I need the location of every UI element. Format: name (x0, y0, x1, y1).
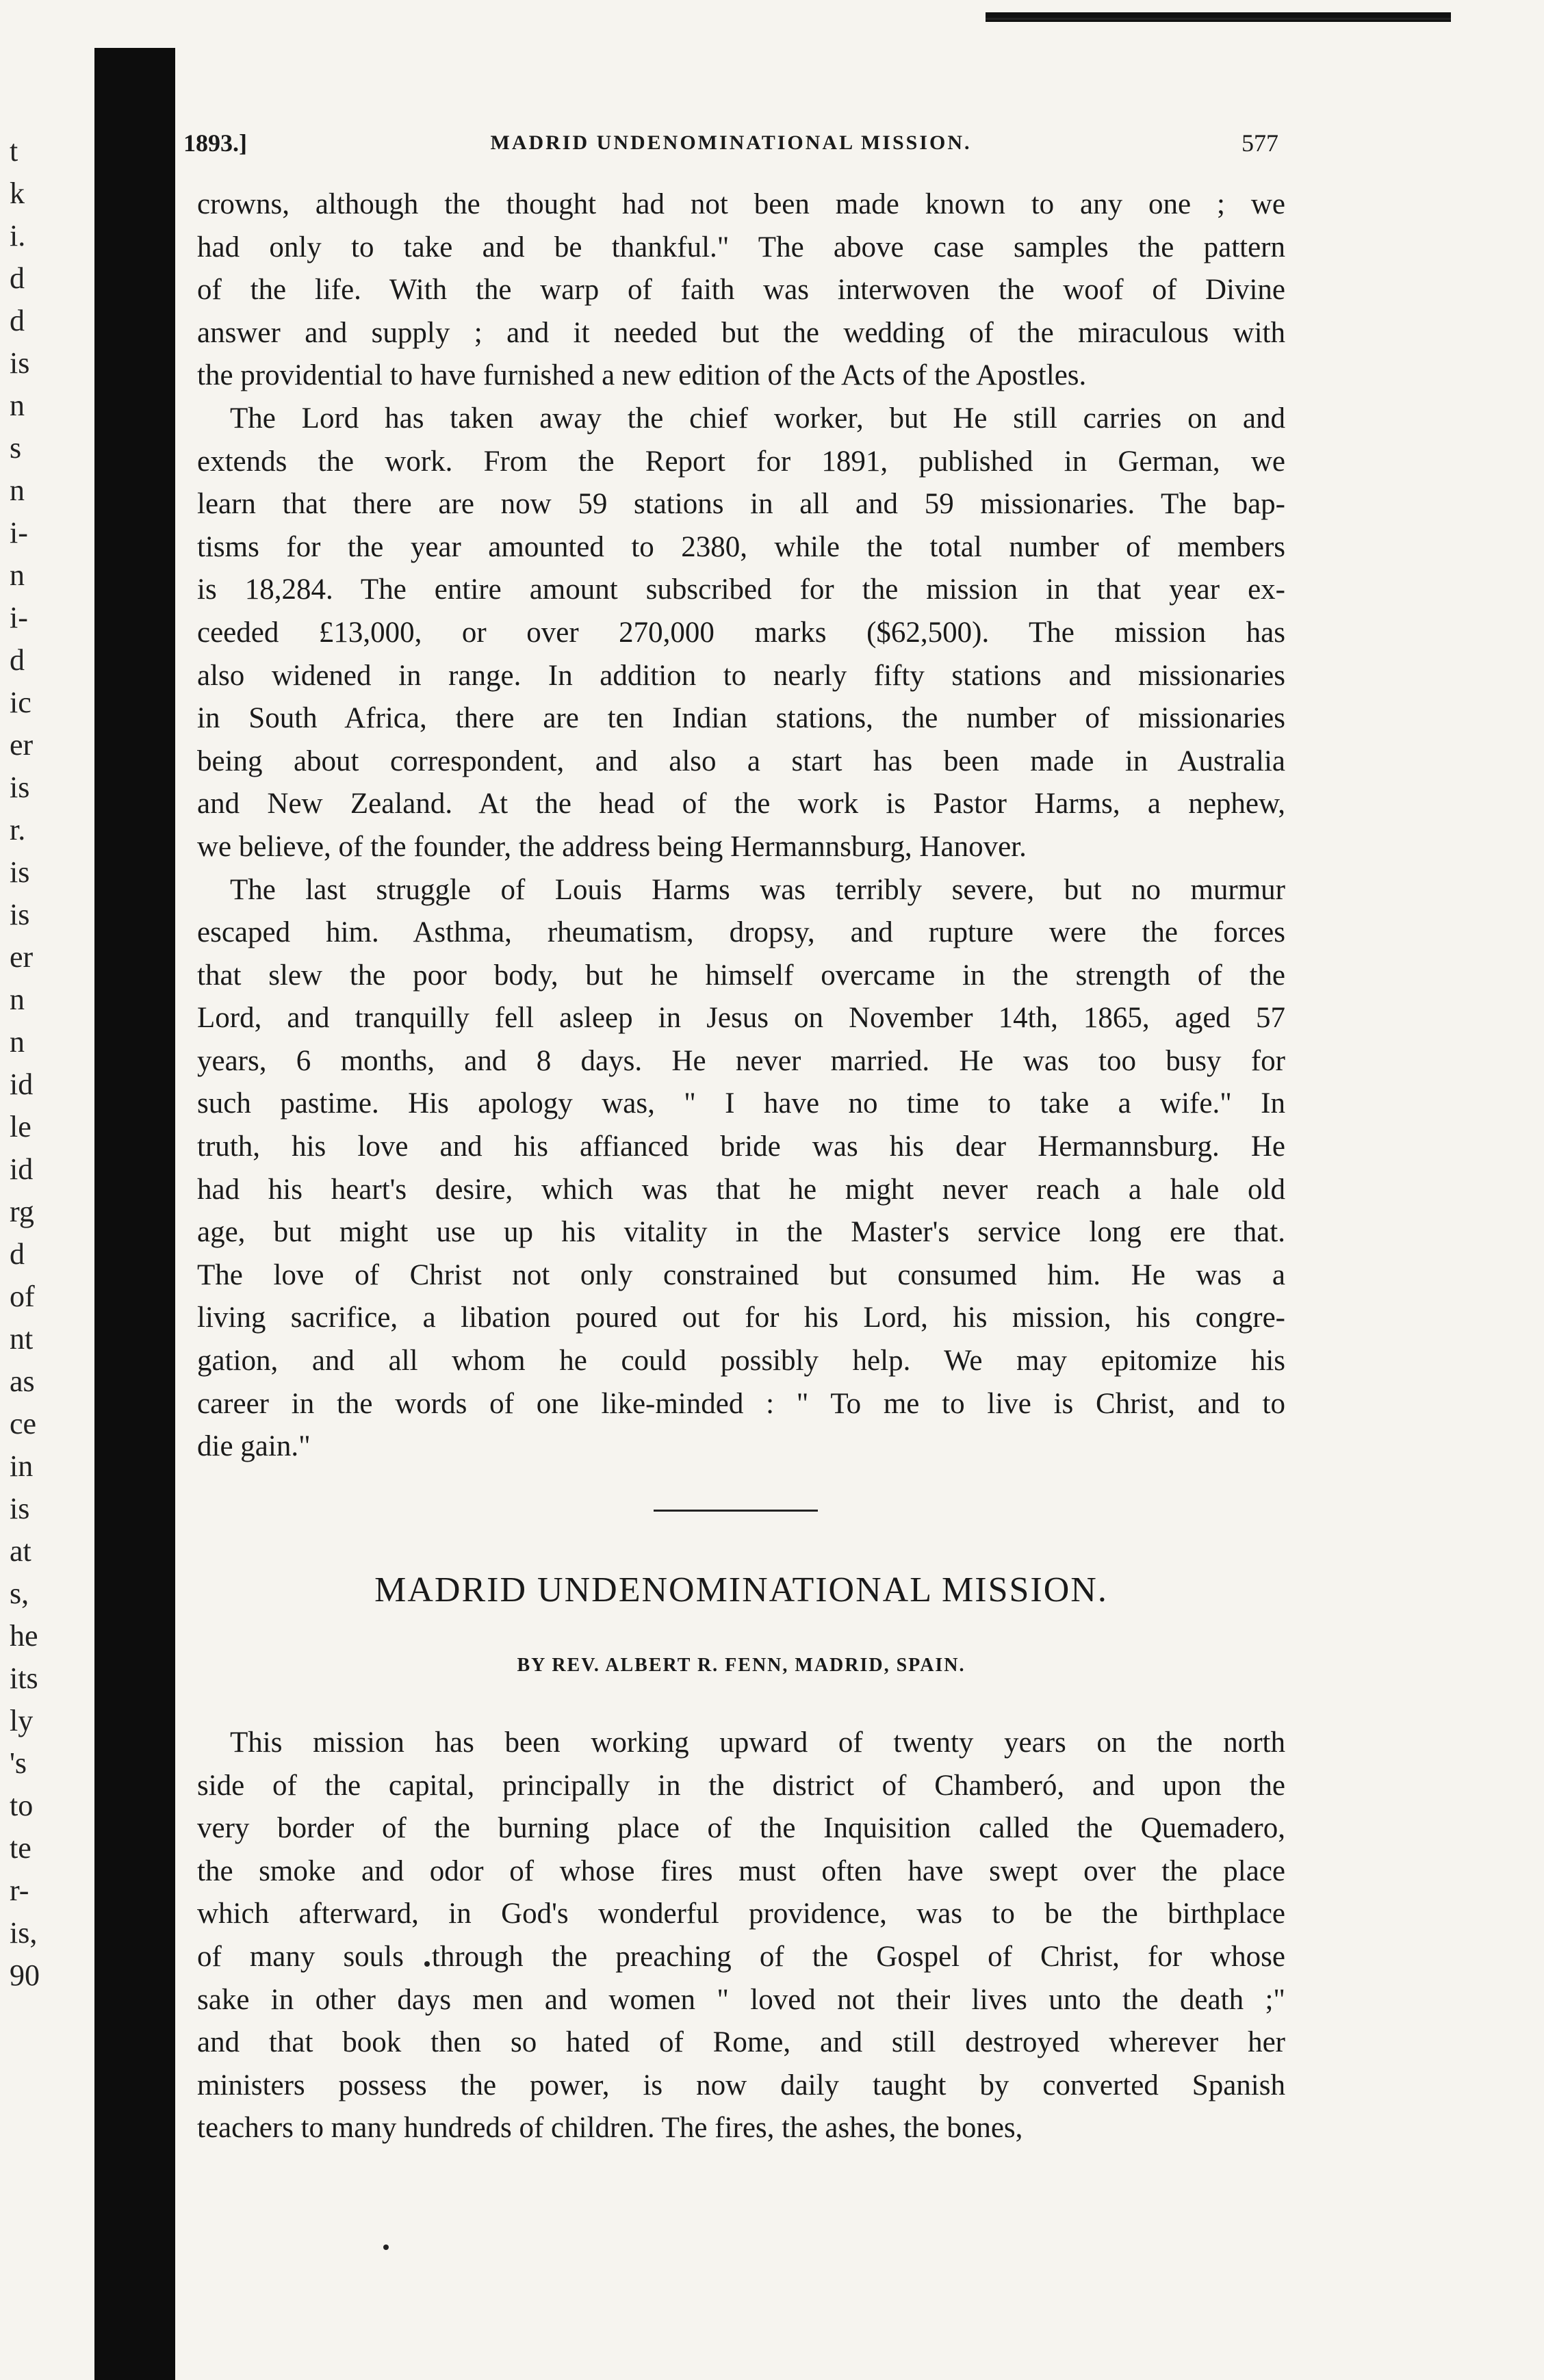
binding-gutter-shadow (94, 48, 175, 2380)
margin-fragment: er (10, 728, 34, 762)
text-line: such pastime. His apology was, " I have no time to take a wife." In (197, 1087, 1285, 1120)
text-line: and that book then so hated of Rome, and still destroyed wherever her (197, 2026, 1285, 2059)
margin-fragment: id (10, 1152, 34, 1186)
paragraph-1 (197, 183, 1285, 398)
top-scan-rule (986, 12, 1451, 22)
text-line: which afterward, in God's wonderful providence, was to be the birthplace (197, 1898, 1285, 1930)
text-line: also widened in range. In addition to nearly fifty stations and missionaries (197, 659, 1285, 692)
text-line: truth, his love and his affianced bride was his dear Hermannsburg. He (197, 1130, 1285, 1163)
margin-fragment: 's (10, 1746, 27, 1780)
text-line: The Lord has taken away the chief worker, but He still carries on and (230, 402, 1285, 435)
text-line: of many souls through the preaching of the Gospel of Christ, for whose (197, 1940, 1285, 1973)
text-line: extends the work. From the Report for 1891, published in German, we (197, 445, 1285, 478)
margin-fragment: d (10, 261, 25, 295)
text-line: teachers to many hundreds of children. The fires, the ashes, the bones, (197, 2112, 1023, 2145)
margin-fragment: ly (10, 1704, 34, 1737)
margin-fragment: is (10, 346, 30, 380)
text-line: of the life. With the warp of faith was interwoven the woof of Divine (197, 274, 1285, 307)
text-line: the smoke and odor of whose fires must often have swept over the place (197, 1854, 1285, 1887)
margin-fragment: d (10, 304, 25, 337)
text-line: This mission has been working upward of twenty years on the north (230, 1726, 1285, 1759)
margin-fragment: he (10, 1619, 38, 1653)
margin-fragment: r. (10, 813, 26, 846)
margin-fragment: ic (10, 686, 31, 719)
text-line: is 18,284. The entire amount subscribed for the mission in that year ex- (197, 573, 1285, 606)
margin-fragment: to (10, 1789, 34, 1822)
text-line: the providential to have furnished a new edition of the Acts of the Apostles. (197, 359, 1087, 392)
text-line: learn that there are now 59 stations in all and 59 missionaries. The bap- (197, 488, 1285, 521)
margin-fragment: n (10, 1025, 25, 1059)
margin-fragment: i- (10, 516, 28, 549)
text-line: being about correspondent, and also a start has been made in Australia (197, 745, 1285, 777)
speck (383, 2245, 389, 2250)
margin-fragment: n (10, 474, 25, 507)
text-line: living sacrifice, a libation poured out for his Lord, his mission, his congre- (197, 1302, 1285, 1334)
text-line: gation, and all whom he could possibly help. We may epitomize his (197, 1345, 1285, 1377)
paragraph-4 (197, 1722, 1285, 2150)
text-line: age, but might use up his vitality in the Master's service long ere that. (197, 1216, 1285, 1249)
margin-fragment: d (10, 1237, 25, 1271)
margin-fragment: is (10, 771, 30, 804)
section-divider (654, 1510, 818, 1512)
margin-fragment: 90 (10, 1958, 40, 1992)
running-head-title: MADRID UNDENOMINATIONAL MISSION. (490, 131, 972, 154)
margin-fragment: is (10, 855, 30, 889)
margin-fragment: n (10, 558, 25, 592)
article-continuation (197, 183, 1285, 1469)
margin-fragment: i- (10, 601, 28, 634)
text-line: in South Africa, there are ten Indian stations, the number of missionaries (197, 702, 1285, 735)
text-line: sake in other days men and women " loved not their lives unto the death ;" (197, 1983, 1285, 2016)
text-line: that slew the poor body, but he himself overcame in the strength of the (197, 959, 1285, 992)
margin-fragment: as (10, 1364, 35, 1398)
text-line: we believe, of the founder, the address being Hermannsburg, Hanover. (197, 830, 1027, 863)
margin-fragment: ce (10, 1407, 37, 1440)
text-line: had only to take and be thankful." The above case samples the pattern (197, 231, 1285, 263)
margin-fragment: nt (10, 1322, 34, 1356)
text-line: ministers possess the power, is now daily taught by converted Spanish (197, 2069, 1285, 2101)
text-line: years, 6 months, and 8 days. He never married. He was too busy for (197, 1044, 1285, 1077)
page-number: 577 (1241, 129, 1278, 157)
text-line: career in the words of one like-minded : " To me to live is Christ, and to (197, 1387, 1285, 1420)
text-line: Lord, and tranquilly fell asleep in Jesus on November 14th, 1865, aged 57 (197, 1002, 1285, 1035)
text-line: answer and supply ; and it needed but the wedding of the miraculous with (197, 316, 1285, 349)
running-head-year: 1893.] (183, 129, 247, 157)
margin-fragment: is (10, 1492, 30, 1525)
margin-fragment: is (10, 898, 30, 931)
text-line: die gain." (197, 1430, 311, 1463)
text-line: crowns, although the thought had not been made known to any one ; we (197, 188, 1285, 220)
paragraph-3 (197, 869, 1285, 1469)
text-line: ceeded £13,000, or over 270,000 marks ($62,500). The mission has (197, 616, 1285, 649)
margin-fragment: its (10, 1661, 38, 1695)
section-title: MADRID UNDENOMINATIONAL MISSION. (374, 1570, 1108, 1609)
previous-page-margin-fragments (0, 130, 96, 1997)
margin-fragment: t (10, 134, 18, 168)
margin-fragment: of (10, 1280, 35, 1313)
margin-fragment: s (10, 431, 22, 465)
text-line: side of the capital, principally in the district of Chamberó, and upon the (197, 1769, 1285, 1802)
margin-fragment: er (10, 940, 34, 974)
text-line: had his heart's desire, which was that he might never reach a hale old (197, 1173, 1285, 1206)
text-line: very border of the burning place of the Inquisition called the Quemadero, (197, 1812, 1285, 1845)
margin-fragment: n (10, 389, 25, 422)
margin-fragment: is, (10, 1916, 38, 1950)
margin-fragment: n (10, 983, 25, 1016)
margin-fragment: id (10, 1068, 34, 1101)
margin-fragment: rg (10, 1195, 34, 1228)
text-line: and New Zealand. At the head of the work is Pastor Harms, a nephew, (197, 788, 1285, 820)
margin-fragment: k (10, 177, 25, 210)
margin-fragment: r- (10, 1874, 29, 1907)
margin-fragment: te (10, 1831, 31, 1865)
running-head (183, 129, 1278, 170)
margin-fragment: in (10, 1449, 34, 1483)
margin-fragment: i. (10, 219, 26, 253)
margin-fragment: at (10, 1534, 31, 1568)
section-byline: BY REV. ALBERT R. FENN, MADRID, SPAIN. (517, 1655, 966, 1676)
margin-fragment: le (10, 1110, 31, 1143)
margin-fragment: s, (10, 1577, 29, 1610)
margin-fragment: d (10, 643, 25, 677)
text-line: The last struggle of Louis Harms was terribly severe, but no murmur (230, 873, 1285, 906)
paragraph-2 (197, 398, 1285, 869)
text-line: escaped him. Asthma, rheumatism, dropsy, and rupture were the forces (197, 916, 1285, 949)
top-scan-rule-thin (986, 18, 1451, 20)
new-article-body (197, 1722, 1285, 2150)
text-line: tisms for the year amounted to 2380, while the total number of members (197, 530, 1285, 563)
text-line: The love of Christ not only constrained but consumed him. He was a (197, 1258, 1285, 1291)
